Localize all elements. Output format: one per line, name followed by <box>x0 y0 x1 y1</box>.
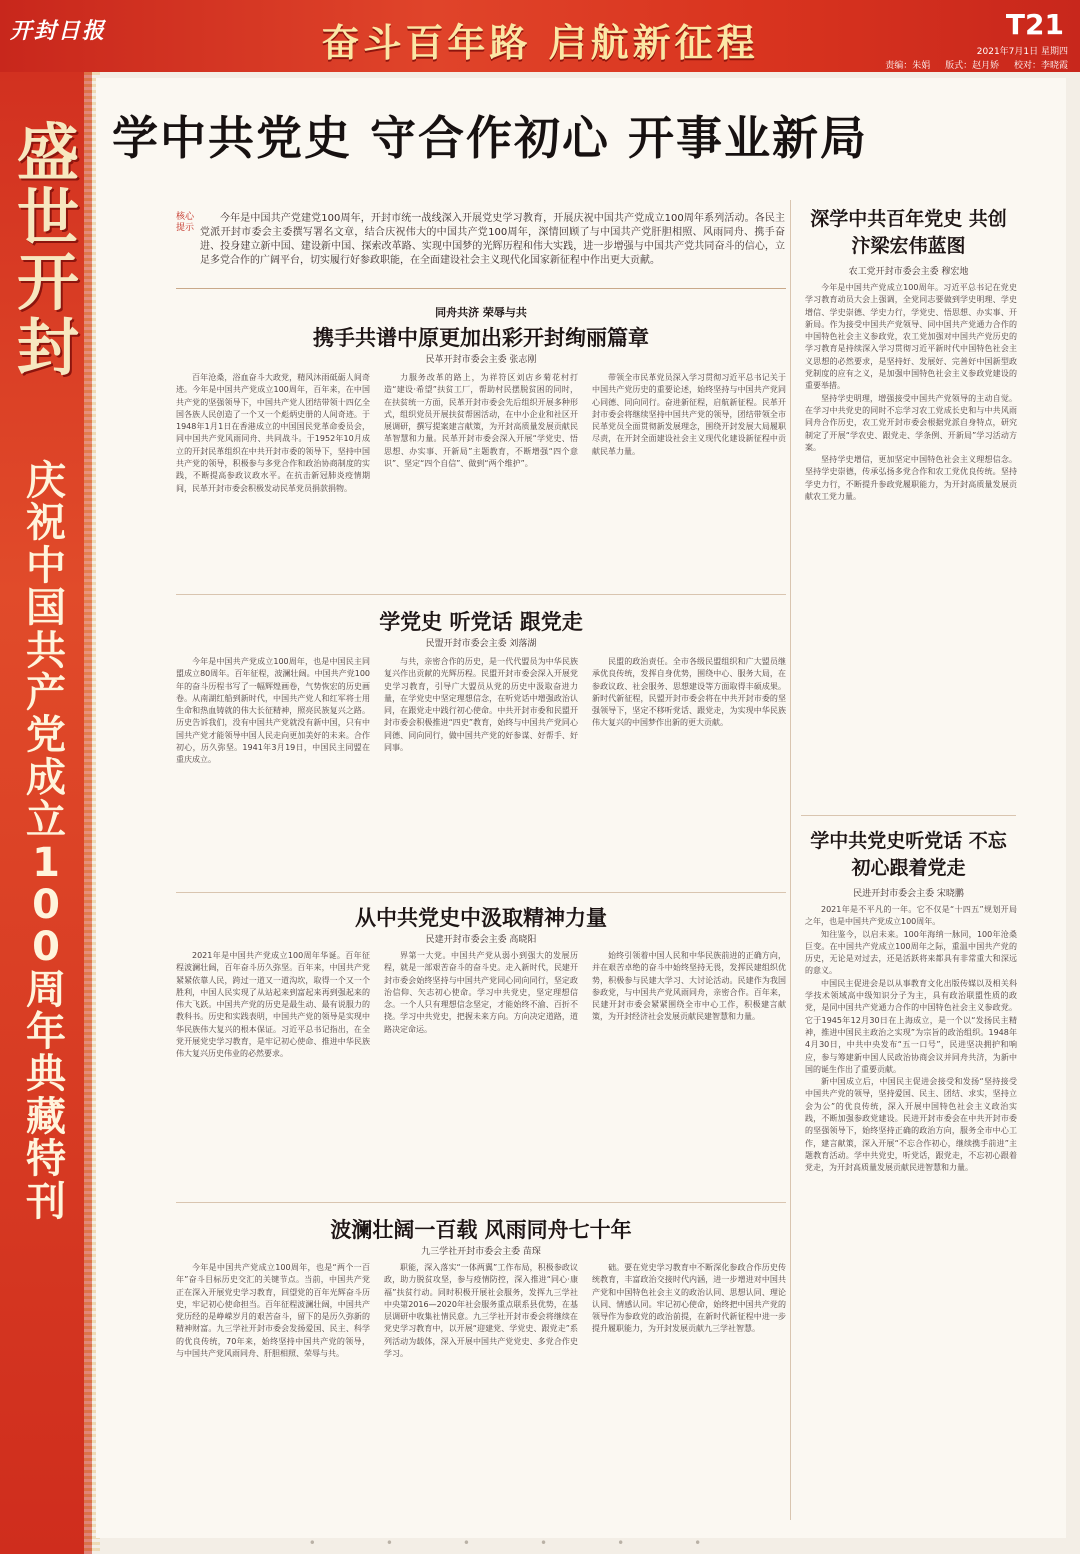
article-body <box>176 656 786 878</box>
editor-credits <box>873 58 1068 71</box>
credit-proof: 校对：李晓霞 <box>1013 61 1068 71</box>
article-body <box>176 372 786 582</box>
article-column: 界第一大党。中国共产党从弱小到强大的发展历程，就是一部艰苦奋斗的奋斗史。走入新时代，民建开封市委会始终坚持与中国共产党同心同向同行，坚定政治信仰、矢志初心使命。学习中共党史，坚定理想信念。一个人只有理想信念坚定，才能始终不渝、百折不挠。学习中共党史，把握未来方向。方向决定道路，道路决定命运。 <box>384 951 578 1034</box>
divider <box>176 1202 786 1203</box>
core-tip-text: 今年是中国共产党建党100周年，开封市统一战线深入开展党史学习教育，开展庆祝中国共产党成立100周年系列活动。各民主党派开封市委会主委撰写署名文章，结合庆祝伟大的中国共产党100周年，深情回顾了与中国共产党肝胆相照、风雨同舟、携手奋进、投身建立新中国、建设新中国、探索改革路、实现中国梦的光辉历程和伟大实践，进一步增强与中国共产党共同奋斗的信心，立足多党合作的广阔平台，切实履行好参政职能，在全面建设社会主义现代化国家新征程中作出更大贡献。 <box>200 213 785 266</box>
sidebar-article-body: 2021年是不平凡的一年。它不仅是“十四五”规划开局之年，也是中国共产党成立100周年。 知往鉴今，以启未来。100年海纳一脉同，100年沧桑巨变。在中国共产党成立100周年之际，重温中国共产党的历史，无论是对过去，还是活跃将来都具有非常重大和深远的意义。 中国民主促进会是以从事教育文化出版传媒以及相关科学技术领域高中级知识分子为主，具有政治联盟性质的政党，是同中国共产党通力合作的中国特色社会主义参政党。它于1945年12月30日在上海成立，是一个以“发扬民主精神，推进中国民主政治之实现”为宗旨的政治组织。1948年4月30日，中共中央发布“五一口号”，民进坚决拥护和响应，参与筹建新中国人民政治协商会议并同舟共济，为新中国的诞生作出了重要贡献。 新中国成立后，中国民主促进会接受和发扬“坚持接受中国共产党的领导，坚持爱国、民主、团结、求实，坚持立会为公”的优良传统，深入开展中国特色社会主义政治实践，不断加强参政党建设。民进开封市委会在中共开封市委的坚强领导下，始终坚持正确的政治方向，服务全市中心工作，建言献策，深入开展“不忘合作初心，继续携手前进”主题教育活动。学中共党史，听党话，跟党走，不忘初心跟着党走，为开封高质量发展贡献民进智慧和力量。 <box>805 905 1017 1173</box>
article-author: 九三学社开封市委会主委 苗琛 <box>421 1247 541 1257</box>
credit-editor: 责编：朱娟 <box>885 61 931 71</box>
article-author: 民建开封市委会主委 高晓阳 <box>425 935 537 945</box>
sidebar-article-author: 民进开封市委会主委 宋晓鹏 <box>853 889 964 899</box>
calligraphy-title: 盛世开封 <box>16 116 79 385</box>
article-column: 础。要在党史学习教育中不断深化参政合作历史传统教育，丰富政治交接时代内涵，进一步增进对中国共产党和中国特色社会主义的政治认同、思想认同、理论认同、情感认同。牢记初心使命，始终把中国共产党的领导作为参政党的政治前提，在新时代新征程中进一步提升履职能力，为开封发展贡献九三学社智慧。 <box>592 1263 786 1334</box>
article-body <box>176 950 786 1190</box>
special-issue-vertical-title: 庆祝中国共产党成立100周年典藏特刊 <box>26 458 66 1225</box>
article-kicker: 同舟共济 荣辱与共 <box>435 306 527 319</box>
article-column: 2021年是中国共产党成立100周年华诞。百年征程波澜壮阔，百年奋斗历久弥坚。百年来，中国共产党紧紧依靠人民，跨过一道又一道沟坎，取得一个又一个胜利，中国人民实现了从站起来到富起来再到强起来的伟大飞跃。中国共产党的历史是最生动、最有说服力的教科书。历史和实践表明，中国共产党的领导是实现中华民族伟大复兴的根本保证。习近平总书记指出，在全党开展党史学习教育，是牢记初心使命、推进中华民族伟大复兴历史伟业的必然要求。 <box>176 951 370 1059</box>
article-column: 与共，亲密合作的历史，是一代代盟员为中华民族复兴作出贡献的光辉历程。民盟开封市委会深入开展党史学习教育，引导广大盟员从党的历史中汲取奋进力量，在学党史中坚定理想信念，在听党话中增强政治认同，在跟党走中践行初心使命。中共开封市委和民盟开封市委会积极推进“四史”教育，始终与中国共产党同心同德、同向同行，做中国共产党的好参谋、好帮手、好同事。 <box>384 657 578 753</box>
article-title: 携手共谱中原更加出彩开封绚丽篇章 <box>313 326 649 350</box>
credit-layout: 版式：赵月娇 <box>945 61 1000 71</box>
article-column: 力服务改革的路上，为祥符区刘店乡菊花村打造“建设·希望”扶贫工厂，帮助村民摆脱贫困的同时，在扶贫统一方面，民革开封市委会先后组织开展多种形式，组织党员开展扶贫帮困活动，在中小企业和社区开展调研，撰写提案建言献策，为开封高质量发展贡献民革智慧和力量。民革开封市委会深入开展“学党史、悟思想、办实事、开新局”主题教育，不断增强“四个意识”、坚定“四个自信”、做到“两个维护”。 <box>384 373 578 469</box>
article-author: 民革开封市委会主委 张志刚 <box>425 355 537 365</box>
divider <box>801 815 1016 816</box>
article-column: 带领全市民革党员深入学习贯彻习近平总书记关于中国共产党历史的重要论述，始终坚持与中国共产党同心同德、同向同行。奋进新征程，启航新征程。民革开封市委会将继续坚持中国共产党的领导，团结带领全市民革党员全面贯彻新发展理念，围绕开封发展大局履职尽责，在开封全面建设社会主义现代化建设新征程中贡献民革力量。 <box>592 373 786 456</box>
article-body <box>176 1262 786 1512</box>
divider <box>176 594 786 595</box>
sidebar-article-author: 农工党开封市委会主委 穆宏地 <box>848 267 969 277</box>
divider <box>176 892 786 893</box>
newspaper-masthead: 开封日报 <box>10 18 107 44</box>
sidebar-article-title: 深学中共百年党史 共创汴梁宏伟蓝图 <box>810 208 1007 257</box>
right-sidebar <box>790 200 1021 1520</box>
article-column: 职能，深入落实“一体两翼”工作布局，积极参政议政，助力脱贫攻坚，参与疫情防控，深入推进“同心·康福”扶贫行动。同时积极开展社会服务，发挥九三学社中央第2016—2020年社会服务重点联系县优势，在基层调研中收集社情民意。九三学社开封市委会将继续在党史学习教育中，以开展“迎建党、学党史、跟党走”系列活动为载体，深入开展中国共产党党史、多党合作史学习。 <box>384 1263 578 1359</box>
page-indicator-dots: •••••• <box>308 1536 772 1550</box>
article-title: 波澜壮阔一百载 风雨同舟七十年 <box>330 1218 632 1242</box>
article-author: 民盟开封市委会主委 刘落湖 <box>425 639 537 649</box>
article-title: 学党史 听党话 跟党走 <box>379 610 583 634</box>
article-column: 今年是中国共产党成立100周年，也是“两个一百年”奋斗目标历史交汇的关键节点。当前，中国共产党正在深入开展党史学习教育，回望党的百年光辉奋斗历史，牢记初心使命担当。百年征程波澜壮阔，中国共产党历经的是峥嵘岁月的艰苦奋斗，留下的是历久弥新的精神财富。九三学社开封市委会发扬爱国、民主、科学的优良传统，70年来，始终坚持中国共产党的领导，与中国共产党风雨同舟、肝胆相照、荣辱与共。 <box>176 1263 370 1359</box>
sidebar-article-title: 学中共党史听党话 不忘初心跟着党走 <box>810 830 1007 879</box>
article-title: 从中共党史中汲取精神力量 <box>355 906 607 930</box>
sidebar-article-body: 今年是中国共产党成立100周年。习近平总书记在党史学习教育动员大会上强调，全党同志要做到学史明理、学史增信、学史崇德、学史力行，学党史、悟思想、办实事、开新局。作为接受中国共产党领导、同中国共产党通力合作的中国特色社会主义参政党，农工党加强对中国共产党历史的学习教育是持续深入学习贯彻习近平新时代中国特色社会主义思想的必然要求，是坚持好、发展好、完善好中国新型政党制度的应有之义，是加强中国特色社会主义参政党建设的重要举措。 坚持学史明理，增强接受中国共产党领导的主动自觉。在学习中共党史的同时不忘学习农工党成长史和与中共风雨同舟合作历史，农工党开封市委会根据党派自身特点，研究制定了开展“学农史、跟党走、学条例、开新局”学习活动方案。 坚持学史增信，更加坚定中国特色社会主义理想信念。坚持学史崇德，传承弘扬多党合作和农工党优良传统。坚持学史力行，不断提升参政党履职能力，为开封高质量发展贡献农工党力量。 <box>805 283 1017 502</box>
banner-slogan: 奋斗百年路 启航新征程 <box>321 21 759 65</box>
article-column: 百年沧桑，浴血奋斗大政党，精风沐雨砥砺人间奇迹。今年是中国共产党成立100周年，百年来，在中国共产党的坚强领导下，中国共产党人团结带领十四亿全国各族人民创造了一个又一个彪炳史册的人间奇迹。于1948年1月1日在香港成立的中国国民党革命委员会，同中国共产党风雨同舟、共同战斗。于1952年10月成立的开封民革组织在中共开封市委的领导下，坚持中国共产党的领导，积极参与多党合作和政治协商制度的实践，不断提高参政议政水平。在抗击新冠肺炎疫情期间，民革开封市委会积极发动民革党员捐款捐物。 <box>176 373 370 493</box>
divider <box>176 288 786 289</box>
page-headline: 学中共党史 守合作初心 开事业新局 <box>112 111 869 165</box>
core-tip-label: 核心提示 <box>176 212 195 233</box>
dateline: 2021年7月1日 星期四 <box>976 47 1068 57</box>
article-column: 今年是中国共产党成立100周年，也是中国民主同盟成立80周年。百年征程，波澜壮阔。中国共产党100年的奋斗历程书写了一幅辉煌画卷，气势恢宏的历史画卷。从南湖红船到新时代，中国共产党人和红军将士用生命和热血铸就的伟大长征精神，照亮民族复兴之路。历史告诉我们，没有中国共产党就没有新中国，只有中国共产党才能领导中国人民走向更加美好的未来。合作初心，历久弥坚。1941年3月19日，中国民主同盟在重庆成立。 <box>176 657 370 765</box>
article-column: 始终引领着中国人民和中华民族前进的正确方向，并在艰苦卓绝的奋斗中始终坚持无畏，发挥民建组织优势，积极参与民建大学习、大讨论活动。民建作为我国参政党，与中国共产党风雨同舟，亲密合作。百年来，民建开封市委会紧紧围绕全市中心工作，积极建言献策，为开封经济社会发展贡献民建智慧和力量。 <box>592 951 786 1022</box>
page-number: T21 <box>1005 8 1064 41</box>
article-column: 民盟的政治责任。全市各级民盟组织和广大盟员继承优良传统，发挥自身优势，围绕中心、服务大局，在参政议政、社会服务、思想建设等方面取得丰硕成果。新时代新征程，民盟开封市委会将在中共开封市委的坚强领导下，坚定不移听党话、跟党走，为实现中华民族伟大复兴的中国梦作出新的更大贡献。 <box>592 657 786 728</box>
